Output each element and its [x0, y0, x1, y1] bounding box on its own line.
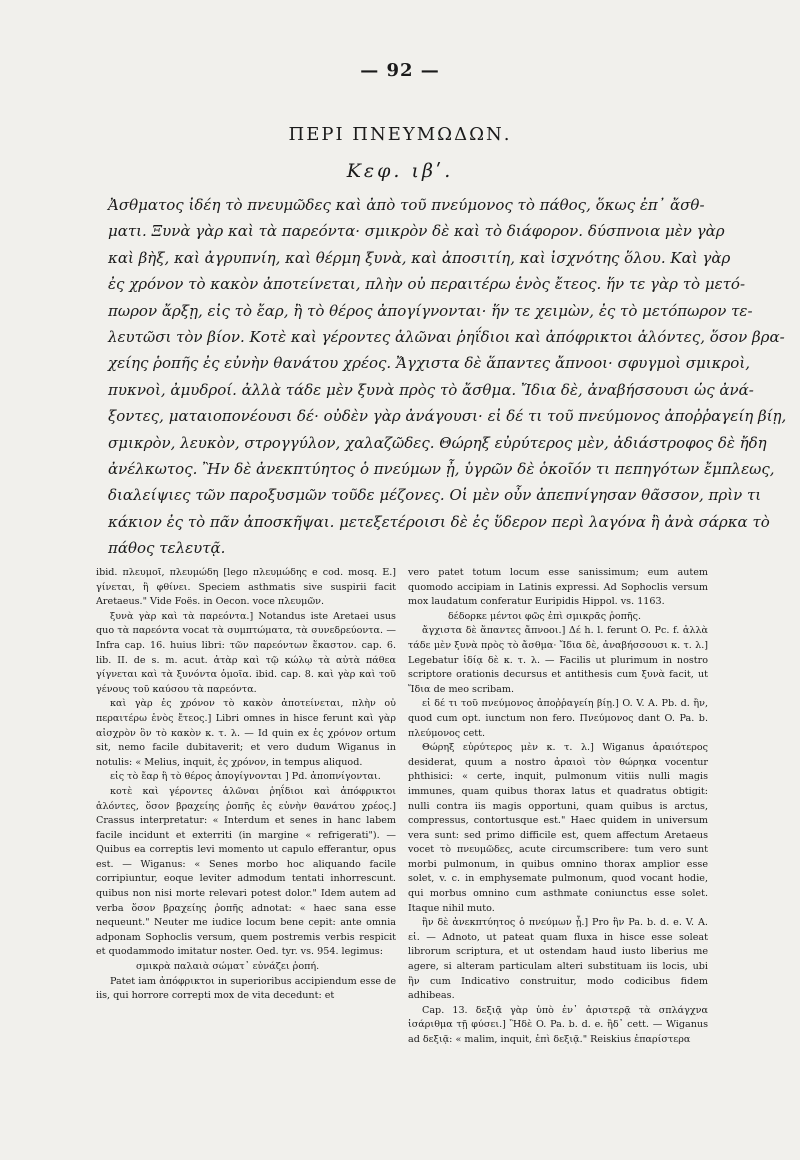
footnotes-right-column — [408, 566, 708, 1048]
footnote-paragraph: Cap. 13. δεξιᾷ γὰρ ὑπὸ ἐν᾽ ἀριστερᾷ τὰ σπλάγχνα ἰσάριθμα τῇ φύσει.] Ἢδὲ O. Pa. b. d. e. ἢδ᾽ cett. — Wiganus ad δεξιᾷ: « malim, inquit, ἐπὶ δεξιᾷ." Reiskius ἐπαρίστερα — [408, 1004, 708, 1045]
main-text-line: πυκνοὶ, ἀμυδροί. ἀλλὰ τάδε μὲν ξυνὰ πρὸς τὸ ἄσθμα. Ἴδια δὲ, ἀναβήσσουσι ὡς ἀνά- — [108, 380, 754, 399]
chapter-title: Κεφ. ιβʹ. — [346, 160, 454, 182]
footnote-paragraph: ἢν δὲ ἀνεκπτύητος ὁ πνεύμων ᾖ.] Pro ἢν Pa. b. d. e. V. A. εἰ. — Adnoto, ut pateat quam fluxa in hisce esse soleat librorum scriptura, et ut ostendam haud iusto liberius me agere, si alteram particulam alteri substituam iis locis, ubi ἢν cum Indicativo construitur, modo codicibus fidem adhibeas. — [408, 917, 708, 1002]
footnote-paragraph: vero patet totum locum esse sanissimum; eum autem quomodo accipiam in Latinis expressi. Ad Sophoclis versum mox laudatum conferatur Euripidis Hippol. vs. 1163. — [408, 567, 708, 608]
main-text-line: λευτῶσι τὸν βίον. Κοτὲ καὶ γέροντες ἁλῶναι ῥηΐδιοι καὶ ἀπόφρικτοι ἁλόντες, ὅσον βρα- — [108, 328, 785, 347]
footnote-paragraph: ibid. πλευμοῖ, πλευμώδη [lego πλευμώδης e cod. mosq. E.] γίνεται, ἢ φθίνει. Speciem asthmatis sive suspirii facit Aretaeus." Vide Foës. in Oecon. voce πλευμῶν. — [96, 567, 396, 608]
footnote-paragraph: καὶ γὰρ ἐς χρόνον τὸ κακὸν ἀποτείνεται, πλὴν οὐ περαιτέρω ἑνὸς ἔτεος.] Libri omnes in hisce ferunt καὶ γὰρ αἰσχρὸν ὃν τὸ κακὸν κ. τ. λ. — Id quin ex ἐς χρόνον ortum sit, nemo facile dubitaverit; et vero dudum Wiganus in notulis: « Melius, inquit, ἐς χρόνον, in tempus aliquod. — [96, 698, 396, 768]
footnote-paragraph: ξυνὰ γὰρ καὶ τὰ παρεόντα.] Notandus iste Aretaei usus quo τὰ παρεόντα vocat τὰ συμπτώματα, τὰ συνεδρεύοντα. — Infra cap. 16. huius libri: τῶν παρεόντων ἕκαστον. cap. 6. lib. II. de s. m. acut. ἀτὰρ καὶ τῷ κώλῳ τὰ αὐτὰ πάθεα γίγνεται καὶ τὰ ξυνόντα ὁμοῖα. ibid. cap. 8. καὶ γὰρ καὶ τοῦ γένους τοῦ καύσου τὰ παρεόντα. — [96, 610, 396, 695]
main-text-line: σμικρὸν, λευκὸν, στρογγύλον, χαλαζῶδες. Θώρηξ εὐρύτερος μὲν, ἀδιάστροφος δὲ ἤδη — [108, 433, 767, 452]
main-text-line: χείης ῥοπῆς ἐς εὐνὴν θανάτου χρέος. Ἄγχιστα δὲ ἅπαντες ἄπνοοι· σφυγμοὶ σμικροὶ, — [108, 354, 750, 373]
footnote-paragraph: Patet iam ἀπόφρικτοι in superioribus accipiendum esse de iis, qui horrore correpti mox de vita decedunt: et — [96, 975, 396, 1002]
main-text-line: ματι. Ξυνὰ γὰρ καὶ τὰ παρεόντα· σμικρὸν δὲ καὶ τὸ διάφορον. δύσπνοια μὲν γὰρ — [108, 222, 725, 241]
footnote-paragraph: κοτὲ καὶ γέροντες ἁλῶναι ῥηΐδιοι καὶ ἀπόφρικτοι ἁλόντες, ὅσον βραχείης ῥοπῆς ἐς εὐνὴν θανάτου χρέος.] Crassus interpretatur: « Interdum et senes in hanc labem facile incidunt et exterriti (in margine « refrigerati"). — Quibus ea correptis levi momento ut capulo efferantur, opus est. — Wiganus: « Senes morbo hoc aliquando facile corripiuntur, eoque leviter admodum tentati inhorrescunt. quibus non nisi morte relevari potest dolor." Idem autem ad verba ὅσον βραχείης ῥοπῆς adnotat: « haec sana esse nequeunt." Neuter me iudice locum bene cepit: ante omnia adponam Sophoclis versum, quem postremis verbis respicit et quodammodo imitatur noster. Oed. tyr. vs. 954. legimus: — [96, 785, 396, 958]
footnote-paragraph: Θώρηξ εὐρύτερος μὲν κ. τ. λ.] Wiganus ἀραιότερος desiderat, quum a nostro ἀραιοὶ τὸν θώρηκα vocentur phthisici: « certe, inquit, pulmonum vitiis nulli magis immunes, quam quibus thorax latus et quadratus obtigit: nulli contra iis magis opportuni, quam quibus is arctus, compressus, contortusque est." Haec quidem in universum vera sunt: sed primo difficile est, quem affectum Aretaeus vocet τὸ πνευμῶδες, acute circumscribere: tum vero sunt morbi pulmonum, in quibus omnino thorax amplior esse solet, v. c. in emphysemate pulmonum, quod vocant hodie, qui morbus omnino cum asthmate coniunctus esse solet. Itaque nihil muto. — [408, 742, 708, 914]
main-text — [108, 192, 787, 562]
main-text-line: καὶ βὴξ, καὶ ἀγρυπνίη, καὶ θέρμη ξυνὰ, καὶ ἀποσιτίη, καὶ ἰσχνότης ὅλου. Καὶ γὰρ — [108, 248, 731, 267]
footnote-quote: δέδορκε μέντοι φῶς ἐπὶ σμικρᾶς ῥοπῆς. — [448, 610, 642, 622]
main-text-line: ἐς χρόνον τὸ κακὸν ἀποτείνεται, πλὴν οὐ περαιτέρω ἑνὸς ἔτεος. ἥν τε γὰρ τὸ μετό- — [108, 275, 746, 294]
main-text-line: πάθος τελευτᾷ. — [108, 539, 226, 558]
footnote-quote: σμικρὰ παλαιὰ σώματ᾽ εὐνάζει ῥοπή. — [136, 961, 320, 973]
footnote-paragraph: εἰς τὸ ἔαρ ἢ τὸ θέρος ἀπογίγνονται ] Pd. ἀποπνίγονται. — [110, 771, 381, 783]
footnote-paragraph: ἄγχιστα δὲ ἅπαντες ἄπνοοι.] Δέ h. l. ferunt O. Pc. f. ἀλλὰ τάδε μὲν ξυνὰ πρὸς τὸ ἄσθμα· Ἴδια δὲ, ἀναβήσσουσι κ. τ. λ.] Legebatur ἰδίᾳ δὲ κ. τ. λ. — Facilis ut plurimum in nostro scriptore orationis decursus et antithesis cum ξυνὰ facit, ut Ἴδια de meo scribam. — [408, 625, 708, 695]
page-number: — 92 — — [360, 60, 440, 81]
main-text-line: διαλείψιες τῶν παροξυσμῶν τοῦδε μέζονες. Οἱ μὲν οὖν ἀπεπνίγησαν θᾶσσον, πρὶν τι — [108, 486, 762, 505]
footnote-paragraph: εἰ δέ τι τοῦ πνεύμονος ἀποῤῥαγείη βίῃ.] O. V. A. Pb. d. ἢν, quod cum opt. iunctum non fero. Πνεύμονος dant O. Pa. b. πλεύμονος cett. — [408, 698, 708, 739]
main-text-line: ἀνέλκωτος. Ἢν δὲ ἀνεκπτύητος ὁ πνεύμων ᾖ, ὑγρῶν δὲ ὁκοῖόν τι πεπηγότων ἔμπλεως, — [108, 460, 775, 479]
main-text-line: κάκιον ἐς τὸ πᾶν ἀποσκῆψαι. μετεξετέροισι δὲ ἐς ὕδερον περὶ λαγόνα ἢ ἀνὰ σάρκα τὸ — [108, 512, 770, 531]
section-title: ΠΕΡΙ ΠΝΕΥΜΩΔΩΝ. — [288, 124, 512, 145]
main-text-line: ξοντες, ματαιοπονέουσι δέ· οὐδὲν γὰρ ἀνάγουσι· εἰ δέ τι τοῦ πνεύμονος ἀποῤῥαγείη βίῃ, — [108, 407, 787, 426]
main-text-line: πωρον ἄρξῃ, εἰς τὸ ἔαρ, ἢ τὸ θέρος ἀπογίγνονται· ἥν τε χειμὼν, ἐς τὸ μετόπωρον τε- — [108, 301, 753, 320]
footnotes-left-column — [96, 566, 396, 1048]
main-text-line: Ἀσθματος ἰδέη τὸ πνευμῶδες καὶ ἀπὸ τοῦ πνεύμονος τὸ πάθος, ὅκως ἐπ᾽ ἄσθ- — [108, 196, 705, 214]
footnotes — [96, 566, 708, 1048]
